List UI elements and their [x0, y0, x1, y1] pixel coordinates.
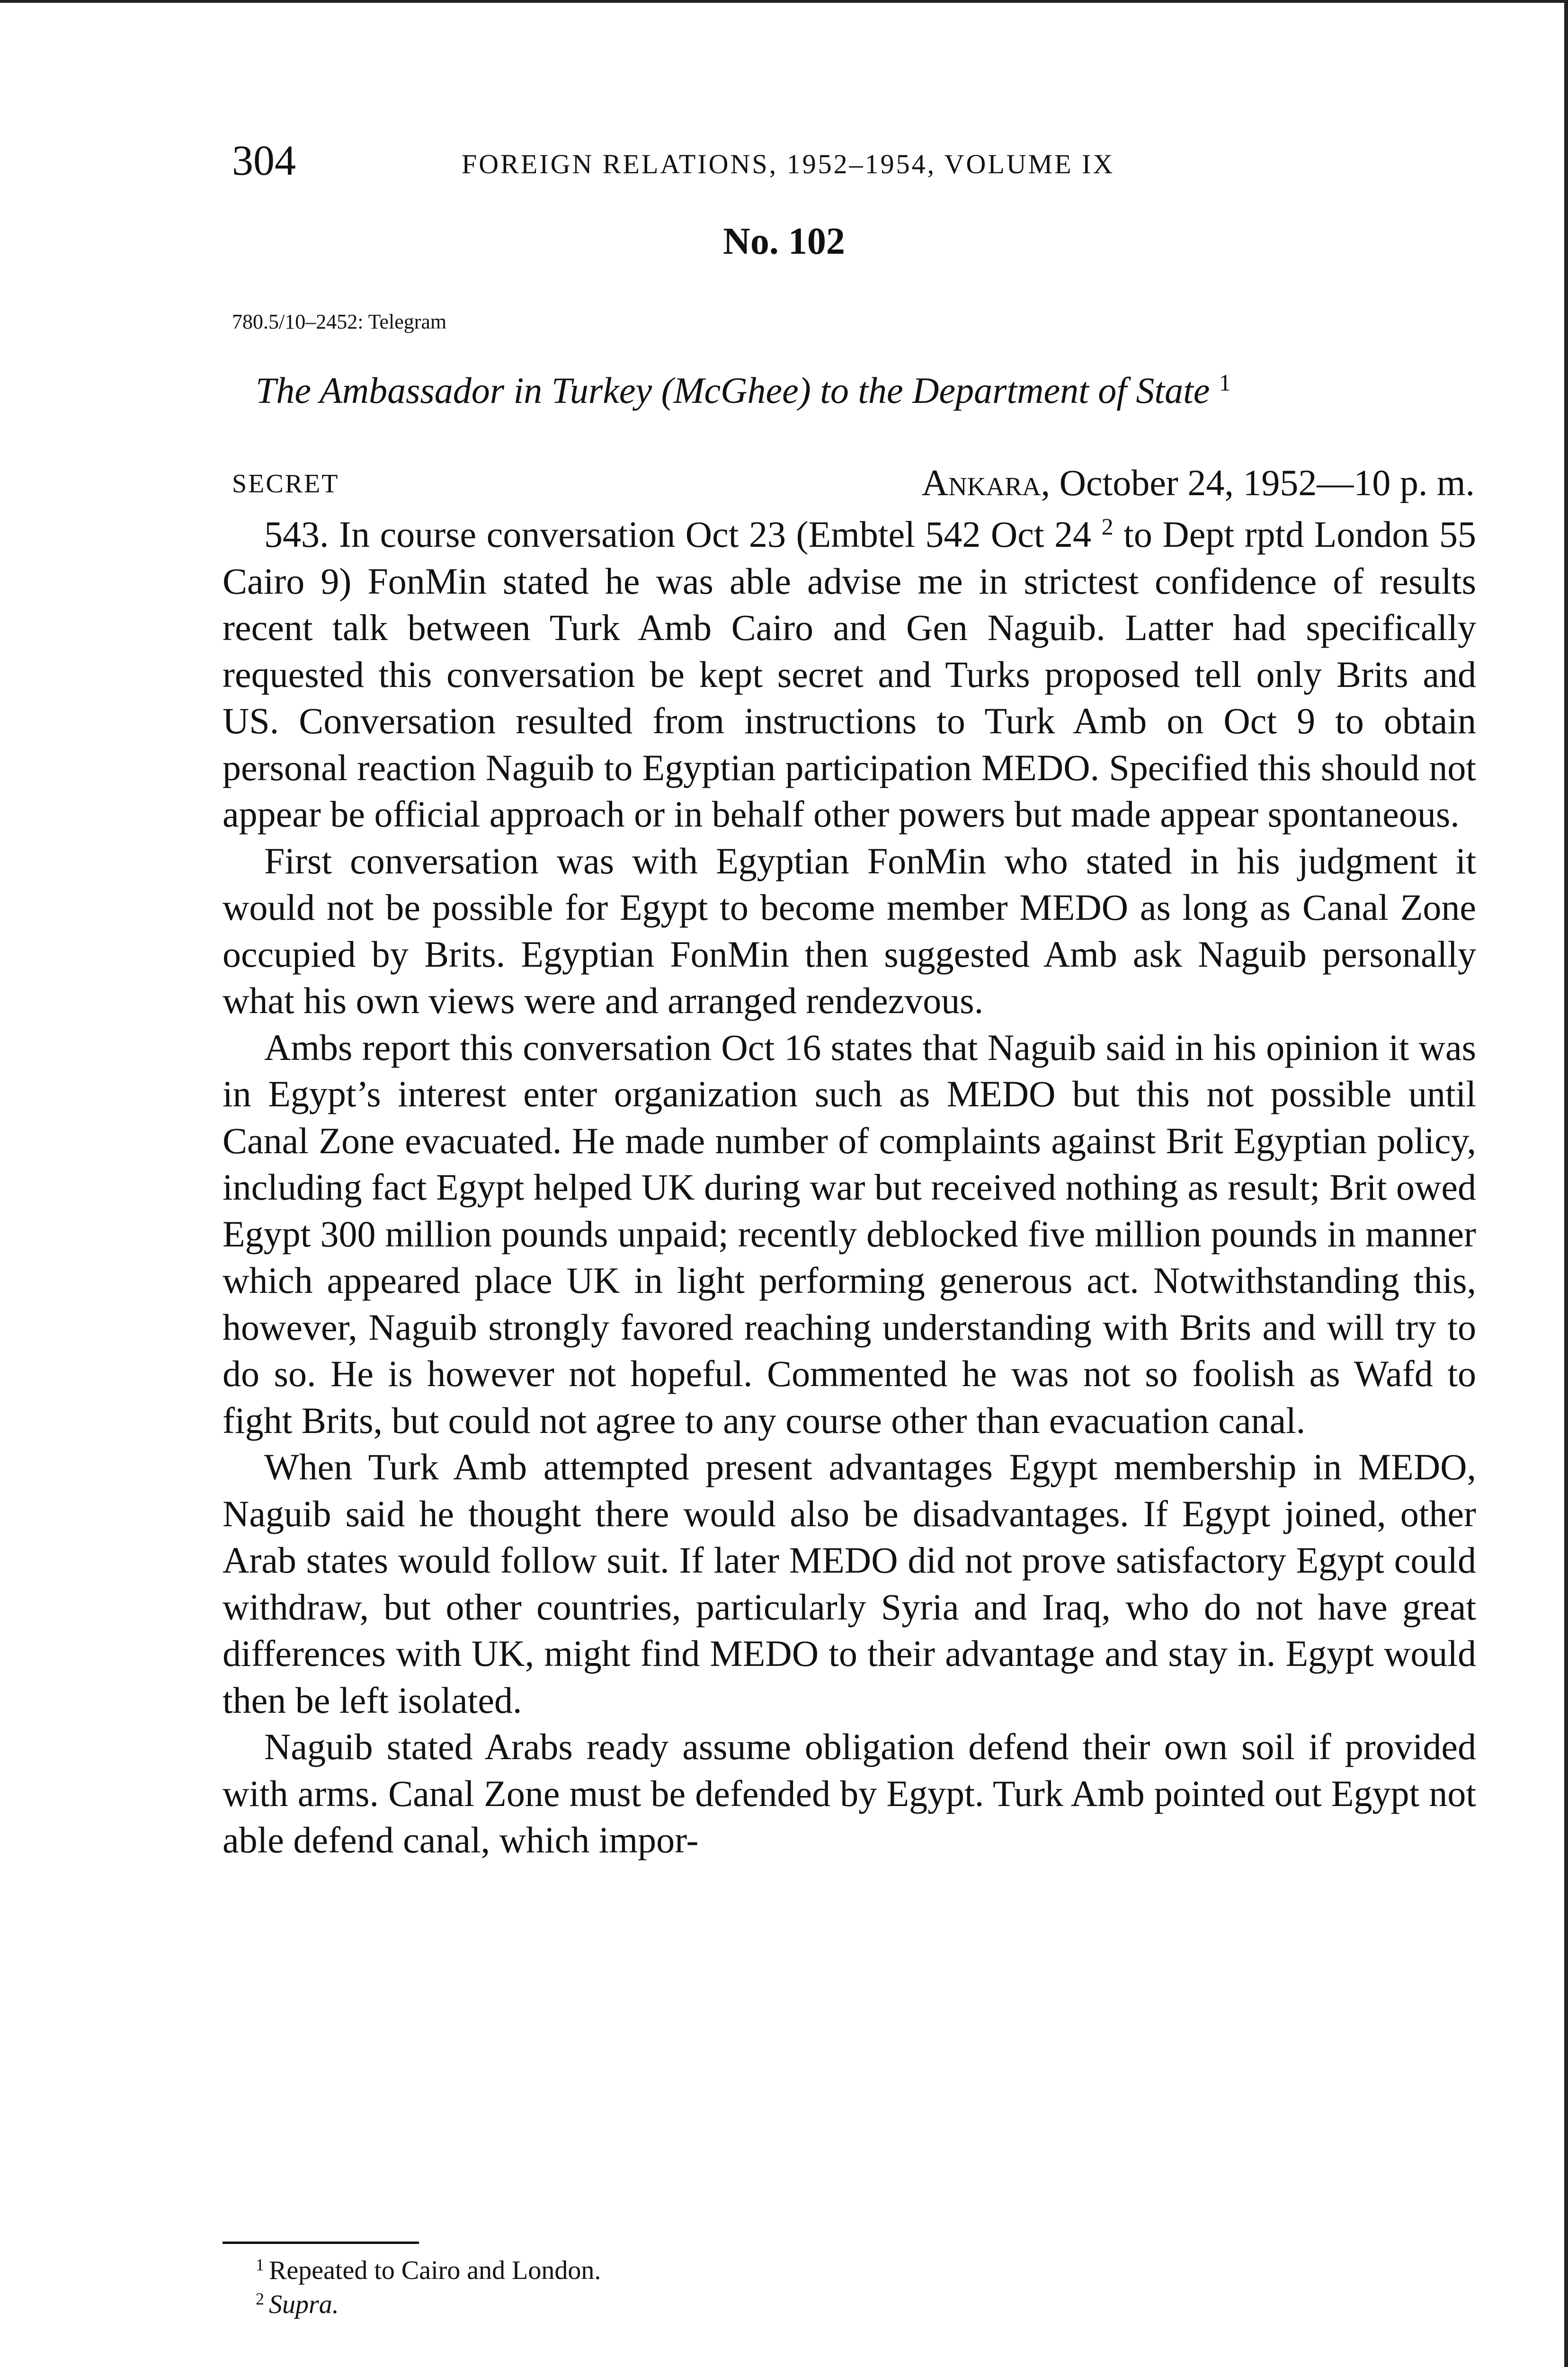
dateline — [232, 459, 1475, 511]
document-number: No. 102 — [723, 221, 845, 262]
paragraph-1 — [223, 511, 1476, 838]
telegram-body — [223, 511, 1476, 1864]
paragraph-5: Naguib stated Arabs ready assume obligation defend their own soil if provided with arms. Canal Zone must be defended by Egypt. Turk Amb pointed out Egypt not able defend canal, which impor- — [223, 1726, 1476, 1860]
footnote-2-text: Supra. — [269, 2290, 339, 2319]
paragraph-3: Ambs report this conversation Oct 16 states that Naguib said in his opinion it was in Egypt’s interest enter organization such as MEDO but this not possible until Canal Zone evacuated. He made number of complaints against Brit Egyptian policy, including fact Egypt helped UK during war but received nothing as result; Brit owed Egypt 300 million pounds unpaid; recently deblocked five million pounds in manner which appeared place UK in light performing generous act. Notwithstanding this, however, Naguib strongly favored reaching understanding with Brits and will try to do so. He is however not hopeful. Commented he was not so foolish as Wafd to fight Brits, but could not agree to any course other than evacuation canal. — [223, 1026, 1476, 1441]
page-edge-top — [0, 0, 1568, 3]
footnotes — [256, 2253, 1439, 2322]
paragraph-4: When Turk Amb attempted present advantages Egypt membership in MEDO, Naguib said he thought there would also be disadvantages. If Egypt joined, other Arab states would follow suit. If later MEDO did not prove satisfactory Egypt could withdraw, but other countries, particularly Syria and Iraq, who do not have great differences with UK, might find MEDO to their advantage and stay in. Egypt would then be left isolated. — [223, 1446, 1476, 1721]
place-and-date — [922, 459, 1475, 507]
page-edge-right — [1564, 0, 1568, 2367]
footnote-1-text: Repeated to Cairo and London. — [269, 2256, 601, 2285]
file-reference: 780.5/10–2452: Telegram — [232, 310, 447, 333]
running-head-title: FOREIGN RELATIONS, 1952–1954, VOLUME IX — [462, 149, 1115, 179]
paragraph-2: First conversation was with Egyptian FonMin who stated in his judgment it would not be possible for Egypt to become member MEDO as long as Canal Zone occupied by Brits. Egyptian FonMin then suggested Amb ask Naguib personally what his own views were and arranged rendezvous. — [223, 840, 1476, 1021]
footnote-2 — [256, 2287, 1439, 2322]
document-title-text: The Ambassador in Turkey (McGhee) to the Department of State — [256, 370, 1210, 411]
footnote-divider — [223, 2242, 419, 2244]
date-time: , October 24, 1952—10 p. m. — [1041, 462, 1475, 503]
title-footnote-marker: 1 — [1219, 369, 1231, 396]
document-title — [256, 365, 1487, 417]
paragraph-1-part-b: to Dept rptd London 55 Cairo 9) FonMin stated he was able advise me in strictest confidence of results recent talk between Turk Amb Cairo and Gen Naguib. Latter had specifically requested this conversation be kept secret and Turks proposed tell only Brits and US. Conversation resulted from instructions to Turk Amb on Oct 9 to obtain personal reaction Naguib to Egyptian participation MEDO. Specified this should not appear be official approach or in behalf other powers but made appear spontaneous. — [223, 514, 1476, 835]
classification-label: SECRET — [232, 469, 339, 498]
paragraph-1-part-a: 543. In course conversation Oct 23 (Embtel 542 Oct 24 — [264, 514, 1102, 555]
page-number: 304 — [232, 137, 296, 184]
place-name: Ankara — [921, 462, 1041, 503]
footnote-2-marker: 2 — [1101, 513, 1114, 540]
footnote-1 — [256, 2253, 1439, 2287]
running-head — [232, 135, 1477, 192]
footnote-1-marker: 1 — [256, 2255, 264, 2274]
footnote-2-marker-bottom: 2 — [256, 2289, 264, 2308]
